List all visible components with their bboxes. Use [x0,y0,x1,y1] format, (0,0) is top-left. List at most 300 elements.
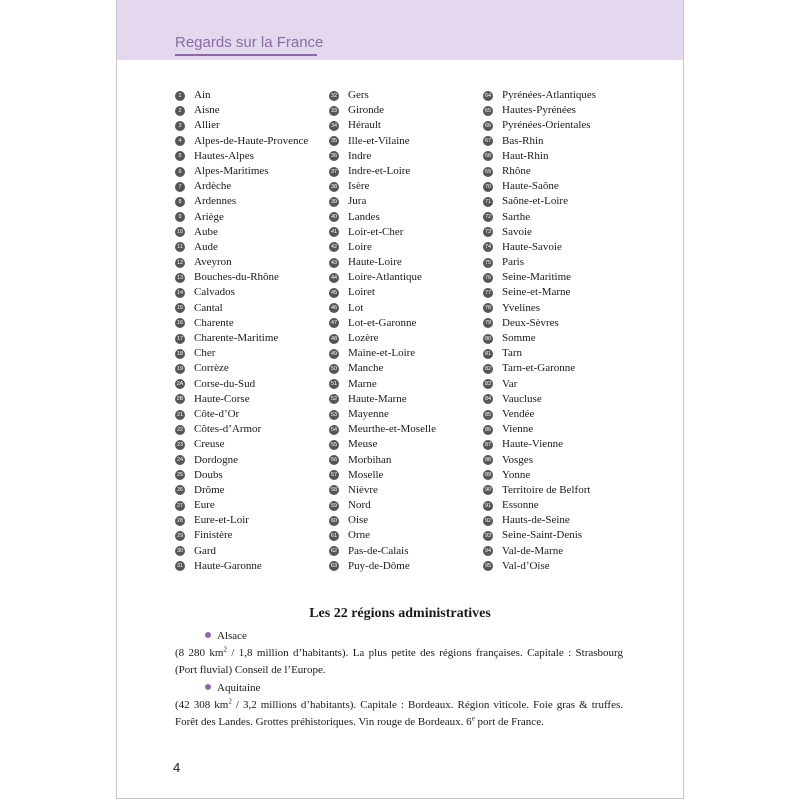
department-name: Alpes-de-Haute-Provence [194,134,309,147]
department-number-badge: 91 [484,502,492,509]
department-name: Corrèze [194,362,229,375]
header-underline [175,54,317,56]
department-name: Meuse [348,438,378,451]
department-number-badge: 35 [330,138,338,145]
department-item [483,134,638,149]
department-number-badge: 56 [330,457,338,464]
department-number-badge: 12 [176,259,184,266]
department-name: Cher [194,347,216,360]
department-item [483,240,638,255]
department-name: Drôme [194,483,225,496]
department-number-badge: 9 [175,212,185,222]
department-item [329,453,484,468]
department-name: Jura [348,195,367,208]
regions-title: Les 22 régions administratives [309,606,491,621]
department-number-badge: 55 [330,441,338,448]
department-name: Moselle [348,468,384,481]
department-name: Charente-Maritime [194,332,279,344]
department-item [175,301,330,316]
department-name: Vendée [502,407,535,420]
department-name: Allier [194,119,220,132]
department-number-badge: 28 [176,517,184,524]
department-item [175,453,330,468]
department-item [483,270,638,285]
department-number-badge: 27 [176,502,184,509]
department-number-badge: 31 [176,563,184,570]
department-name: Loire [348,240,372,253]
department-item [175,210,330,225]
department-number-badge: 80 [484,335,492,342]
department-item [175,559,330,574]
department-name: Tarn-et-Garonne [502,362,576,375]
department-item [175,88,330,103]
department-item [483,559,638,574]
department-item [329,361,484,376]
department-item [175,179,330,194]
departments-column-1 [175,88,330,574]
department-name: Indre [348,149,372,162]
header-title: Regards sur la France [175,34,324,51]
department-name: Loir-et-Cher [348,225,404,238]
department-number-badge: 32 [330,92,338,99]
department-name: Bouches-du-Rhône [194,271,279,284]
department-number-badge: 76 [484,274,492,281]
department-number-badge: 5 [175,151,185,161]
department-number-badge: 16 [176,320,184,327]
department-item [483,346,638,361]
department-item [175,437,330,452]
department-name: Morbihan [348,453,392,466]
department-name: Lot-et-Garonne [348,316,417,329]
department-name: Hérault [348,119,381,132]
department-number-badge: 30 [176,548,184,555]
department-name: Haute-Savoie [502,240,562,253]
department-number-badge: 14 [176,290,184,297]
department-number-badge: 4 [175,136,185,146]
department-name: Hauts-de-Seine [502,514,570,527]
department-item [329,270,484,285]
department-name: Nord [348,499,371,512]
department-item [329,255,484,270]
department-item [483,331,638,346]
department-item [175,468,330,483]
department-number-badge: 52 [330,396,338,403]
department-item [329,544,484,559]
department-name: Savoie [502,225,532,238]
department-item [175,361,330,376]
department-item [329,346,484,361]
department-item [175,255,330,270]
department-number-badge: 58 [330,487,338,494]
department-number-badge: 65 [484,107,492,114]
department-number-badge: 29 [176,533,184,540]
department-item [329,210,484,225]
department-item [175,483,330,498]
department-name: Mayenne [348,407,389,420]
department-item [483,149,638,164]
department-item [175,134,330,149]
department-number-badge: 13 [176,274,184,281]
department-item [329,134,484,149]
department-item [483,377,638,392]
department-number-badge: 40 [330,214,338,221]
department-item [329,528,484,543]
department-item [329,179,484,194]
department-item [175,528,330,543]
department-item [329,285,484,300]
department-item [329,316,484,331]
department-number-badge: 61 [330,533,338,540]
department-item [483,194,638,209]
department-name: Essonne [502,499,539,512]
department-name: Haute-Vienne [502,438,564,451]
department-item [329,437,484,452]
department-item [483,103,638,118]
department-name: Rhône [502,164,531,177]
department-name: Ardèche [194,180,232,193]
department-number-badge: 22 [176,426,184,433]
department-name: Gard [194,544,216,557]
department-name: Ardennes [194,195,237,208]
department-item [483,392,638,407]
region-aquitaine [175,680,623,731]
department-number-badge: 94 [484,548,492,555]
department-name: Pyrénées-Atlantiques [502,89,597,101]
department-name: Puy-de-Dôme [348,559,410,572]
department-name: Var [502,377,518,390]
department-item [483,498,638,513]
department-item [329,88,484,103]
department-name: Dordogne [194,453,238,466]
department-item [329,331,484,346]
department-number-badge: 62 [330,548,338,555]
department-name: Hautes-Pyrénées [502,104,576,117]
department-number-badge: 57 [330,472,338,479]
department-name: Oise [348,514,369,527]
department-number-badge: 36 [330,153,338,160]
department-number-badge: 47 [330,320,338,327]
department-name: Alpes-Maritimes [194,164,269,177]
department-item [329,392,484,407]
department-item [175,225,330,240]
department-number-badge: 7 [175,182,185,192]
department-number-badge: 15 [176,305,184,312]
department-name: Somme [502,332,536,344]
department-name: Loiret [348,286,375,299]
department-number-badge: 64 [484,92,492,99]
region-description: (8 280 $km^2 / 1,8$ million d’habitants). La plus petite des régions françaises. Capitale : Strasbourg (Port fluvial) Conseil de l’Europe. [175,645,623,676]
department-number-badge: 51 [330,381,338,388]
department-name: Tarn [502,347,522,360]
department-name: Haute-Saône [502,180,559,193]
department-name: Cantal [194,301,223,314]
department-name: Côte-d’Or [194,407,240,420]
department-item [175,316,330,331]
department-number-badge: 54 [330,426,338,433]
department-number-badge: 81 [484,350,492,357]
department-name: Pas-de-Calais [348,544,409,557]
department-name: Marne [348,377,377,390]
department-item [483,225,638,240]
department-number-badge: 23 [176,441,184,448]
department-number-badge: 25 [176,472,184,479]
department-name: Haute-Marne [348,392,407,405]
department-name: Ariège [194,210,224,223]
department-item [175,392,330,407]
department-item [175,407,330,422]
department-number-badge: 34 [330,122,338,129]
region-alsace [175,628,623,679]
department-item [483,285,638,300]
department-name: Yvelines [502,301,541,314]
department-number-badge: 37 [330,168,338,175]
department-number-badge: 74 [484,244,492,251]
department-item [175,118,330,133]
department-number-badge: 17 [176,335,184,342]
region-description: (42 308 $km^2 / 3,2$ millions d’habitants). Capitale : Bordeaux. Région viticole. Foie gras & truffes. Forêt des Landes. Grottes préhistoriques. Vin rouge de Bordeaux. 6e port de France. [175,697,623,728]
department-item [175,331,330,346]
department-item [483,437,638,452]
department-name: Saône-et-Loire [502,195,568,208]
department-number-badge: 33 [330,107,338,114]
department-name: Aude [194,240,218,253]
department-item [329,149,484,164]
department-item [175,498,330,513]
department-number-badge: 1 [175,91,185,101]
department-name: Eure-et-Loir [194,514,249,527]
department-item [329,407,484,422]
department-item [483,316,638,331]
department-item [175,103,330,118]
department-item [483,179,638,194]
department-number-badge: 72 [484,214,492,221]
department-item [175,164,330,179]
department-name: Haute-Garonne [194,559,262,572]
department-number-badge: 67 [484,138,492,145]
department-name: Eure [194,499,215,512]
department-item [175,544,330,559]
department-name: Gers [348,89,369,101]
department-number-badge: 69 [484,168,492,175]
department-number-badge: 48 [330,335,338,342]
department-item [483,255,638,270]
department-name: Ain [194,89,211,101]
department-name: Sarthe [502,210,531,223]
department-item [483,544,638,559]
department-item [483,210,638,225]
department-number-badge: 60 [330,517,338,524]
department-name: Val-d’Oise [502,559,550,572]
department-number-badge: 19 [176,365,184,372]
department-number-badge: 86 [484,426,492,433]
department-name: Lot [348,301,364,314]
header-band [117,0,683,60]
department-number-badge: 84 [484,396,492,403]
department-item [329,377,484,392]
department-item [329,498,484,513]
department-name: Maine-et-Loire [348,347,416,360]
department-item [483,453,638,468]
department-item [483,528,638,543]
department-item [483,88,638,103]
department-name: Calvados [194,286,235,299]
page [116,0,684,799]
departments-column-3 [483,88,638,574]
department-item [483,164,638,179]
region-name: Alsace [175,628,623,645]
department-item [175,149,330,164]
department-number-badge: 26 [176,487,184,494]
department-number-badge: 59 [330,502,338,509]
department-number-badge: 70 [484,183,492,190]
department-name: Paris [502,256,524,269]
department-number-badge: 71 [484,198,492,205]
department-name: Loire-Atlantique [348,271,422,284]
department-name: Pyrénées-Orientales [502,119,591,132]
department-number-badge: 93 [484,533,492,540]
department-item [175,194,330,209]
departments-column-2 [329,88,484,574]
department-item [483,361,638,376]
department-name: Bas-Rhin [502,134,544,147]
department-name: Aube [194,225,218,238]
department-number-badge: 90 [484,487,492,494]
department-number-badge: 24 [176,457,184,464]
department-number-badge: 6 [175,167,185,177]
department-name: Vaucluse [502,392,542,405]
department-name: Manche [348,362,384,375]
department-item [329,559,484,574]
department-item [329,468,484,483]
department-name: Haute-Loire [348,256,402,269]
bullet-icon [205,684,211,690]
region-name: Aquitaine [175,680,623,697]
department-name: Finistère [194,529,233,542]
department-number-badge: 43 [330,259,338,266]
department-name: Gironde [348,104,385,117]
department-number-badge: 2B [176,396,184,403]
department-name: Côtes-d’Armor [194,423,262,436]
department-number-badge: 63 [330,563,338,570]
department-number-badge: 10 [176,229,184,236]
department-number-badge: 95 [484,563,492,570]
department-item [329,513,484,528]
department-number-badge: 38 [330,183,338,190]
department-item [175,346,330,361]
department-number-badge: 2 [175,106,185,116]
department-name: Aveyron [194,256,232,269]
department-number-badge: 66 [484,122,492,129]
department-item [329,240,484,255]
department-number-badge: 11 [175,242,185,252]
department-number-badge: 3 [175,121,185,131]
department-number-badge: 8 [175,197,185,207]
department-item [483,301,638,316]
department-item [175,270,330,285]
department-item [329,118,484,133]
department-item [483,513,638,528]
department-number-badge: 53 [330,411,338,418]
department-item [483,468,638,483]
department-name: Isère [348,180,370,193]
department-number-badge: 41 [330,229,338,236]
department-number-badge: 49 [330,350,338,357]
department-name: Vosges [502,453,533,466]
department-item [175,513,330,528]
department-name: Hautes-Alpes [194,149,254,162]
department-number-badge: 2A [176,381,184,388]
department-name: Seine-Saint-Denis [502,529,583,542]
department-name: Orne [348,529,370,542]
department-item [329,301,484,316]
department-number-badge: 21 [176,411,184,418]
department-item [483,483,638,498]
department-name: Seine-et-Marne [502,286,571,299]
department-number-badge: 85 [484,411,492,418]
department-name: Corse-du-Sud [194,377,256,390]
department-number-badge: 50 [330,365,338,372]
department-item [329,225,484,240]
bullet-icon [205,632,211,638]
department-item [175,240,330,255]
department-name: Seine-Maritime [502,271,572,284]
department-number-badge: 18 [176,350,184,357]
department-item [329,483,484,498]
department-name: Lozère [348,332,379,344]
department-item [175,377,330,392]
department-number-badge: 79 [484,320,492,327]
department-name: Aisne [194,104,220,117]
department-number-badge: 45 [330,290,338,297]
department-number-badge: 92 [484,517,492,524]
department-number-badge: 46 [330,305,338,312]
department-number-badge: 88 [484,457,492,464]
department-number-badge: 83 [484,381,492,388]
department-item [329,194,484,209]
department-number-badge: 75 [484,259,492,266]
department-number-badge: 77 [484,290,492,297]
department-name: Territoire de Belfort [502,483,591,496]
department-name: Ille-et-Vilaine [348,134,410,147]
department-item [329,103,484,118]
department-number-badge: 82 [484,365,492,372]
department-number-badge: 39 [330,198,338,205]
department-item [483,118,638,133]
department-name: Haute-Corse [194,392,250,405]
department-name: Charente [194,316,234,329]
department-name: Yonne [502,468,531,481]
department-number-badge: 44 [330,274,338,281]
department-name: Haut-Rhin [502,149,549,162]
department-item [175,285,330,300]
department-number-badge: 89 [484,472,492,479]
department-name: Meurthe-et-Moselle [348,423,436,436]
department-name: Indre-et-Loire [348,164,411,177]
page-number: 4 [173,760,181,775]
department-name: Creuse [194,438,225,451]
department-item [175,422,330,437]
department-item [329,164,484,179]
department-name: Deux-Sèvres [502,316,559,329]
department-number-badge: 42 [330,244,338,251]
department-item [483,407,638,422]
department-name: Landes [348,210,380,223]
department-name: Val-de-Marne [502,544,564,557]
department-name: Nièvre [348,483,378,496]
department-name: Vienne [502,423,534,436]
department-number-badge: 68 [484,153,492,160]
department-item [483,422,638,437]
